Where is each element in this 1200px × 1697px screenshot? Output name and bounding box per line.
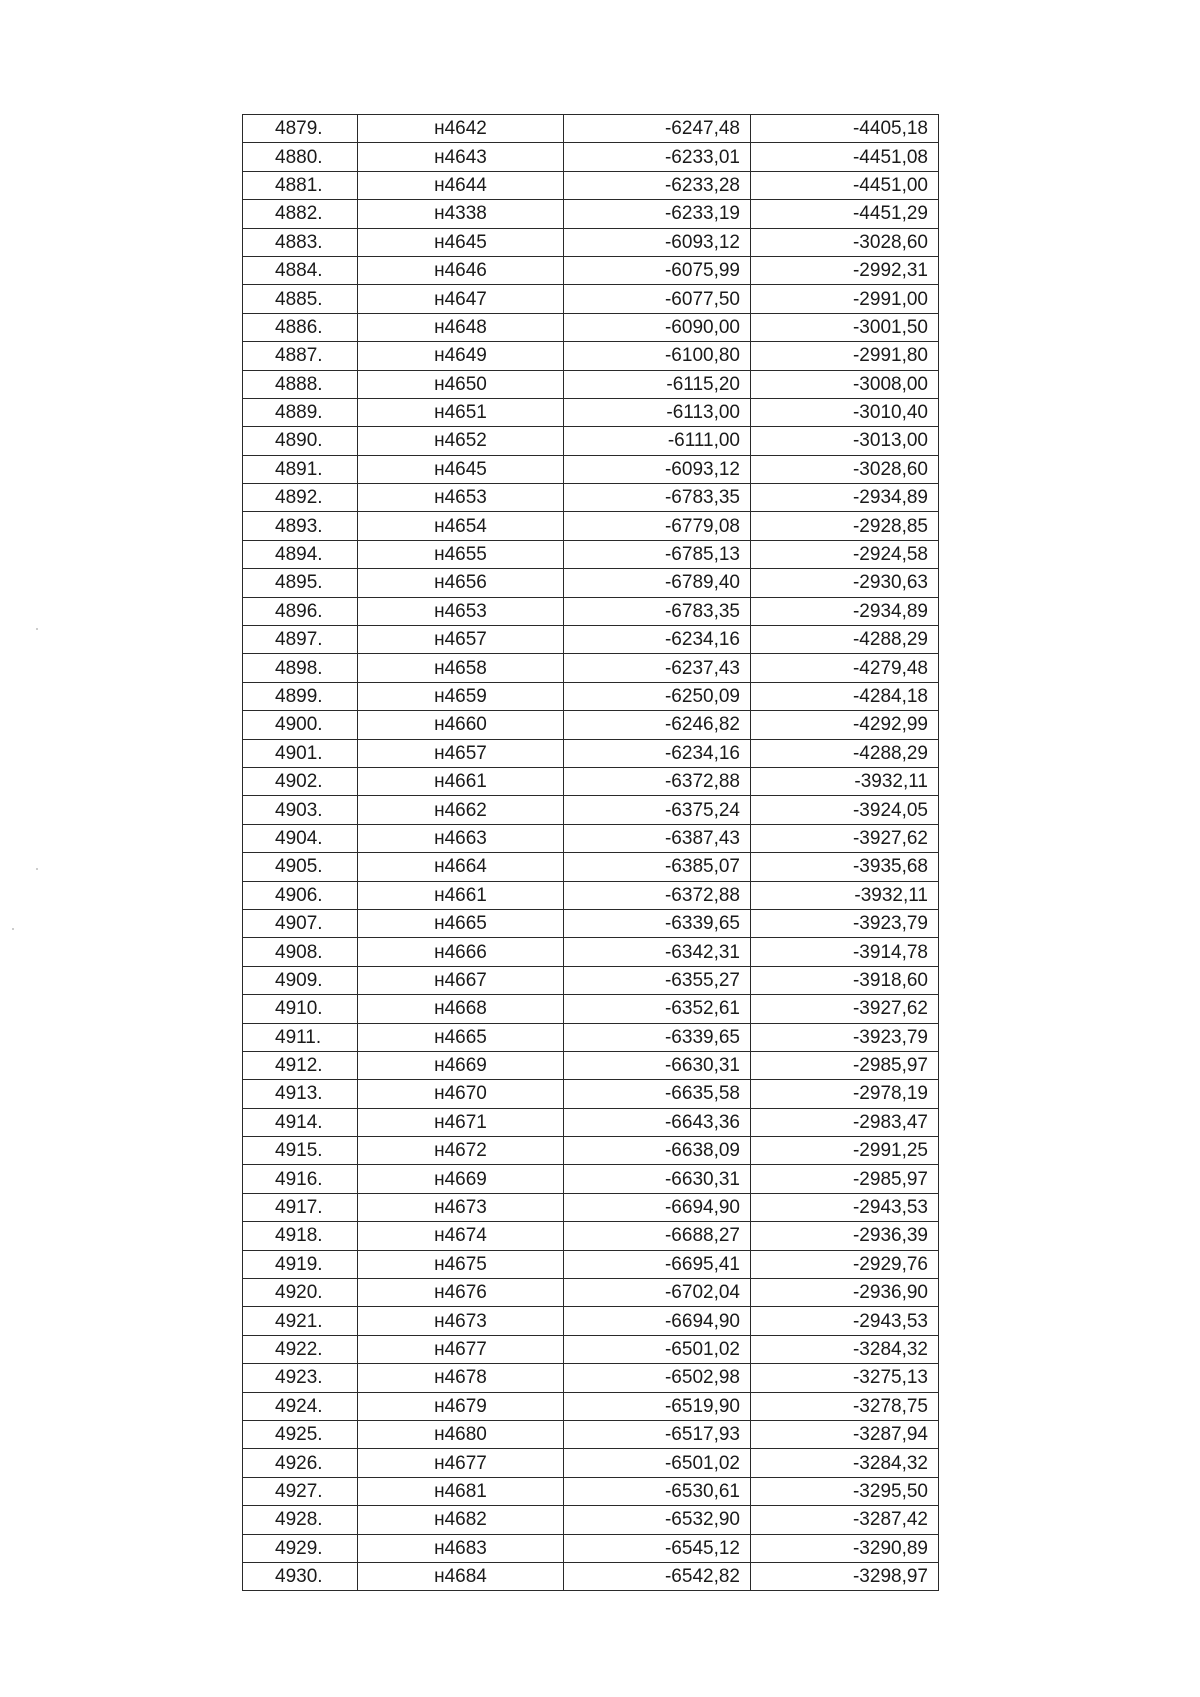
point-name-cell: н4665 <box>358 1023 564 1051</box>
x-coordinate-cell: -6339,65 <box>564 1023 751 1051</box>
row-number-cell: 4926. <box>243 1449 358 1477</box>
point-name-cell: н4679 <box>358 1392 564 1420</box>
point-name-cell: н4651 <box>358 398 564 426</box>
table-row <box>243 1250 939 1278</box>
row-number-cell: 4915. <box>243 1137 358 1165</box>
row-number-cell: 4889. <box>243 398 358 426</box>
row-number-cell: 4896. <box>243 597 358 625</box>
coordinates-table-body <box>243 115 939 1591</box>
point-name-cell: н4649 <box>358 342 564 370</box>
x-coordinate-cell: -6233,19 <box>564 200 751 228</box>
x-coordinate-cell: -6501,02 <box>564 1449 751 1477</box>
table-row <box>243 739 939 767</box>
table-row <box>243 171 939 199</box>
table-row <box>243 1420 939 1448</box>
point-name-cell: н4660 <box>358 711 564 739</box>
row-number-cell: 4886. <box>243 313 358 341</box>
table-row <box>243 1335 939 1363</box>
point-name-cell: н4659 <box>358 682 564 710</box>
y-coordinate-cell: -3935,68 <box>751 853 939 881</box>
table-row <box>243 1307 939 1335</box>
point-name-cell: н4683 <box>358 1534 564 1562</box>
point-name-cell: н4338 <box>358 200 564 228</box>
x-coordinate-cell: -6502,98 <box>564 1364 751 1392</box>
table-row <box>243 512 939 540</box>
x-coordinate-cell: -6075,99 <box>564 256 751 284</box>
y-coordinate-cell: -2992,31 <box>751 256 939 284</box>
x-coordinate-cell: -6695,41 <box>564 1250 751 1278</box>
row-number-cell: 4910. <box>243 995 358 1023</box>
x-coordinate-cell: -6779,08 <box>564 512 751 540</box>
table-row <box>243 398 939 426</box>
table-row <box>243 881 939 909</box>
row-number-cell: 4928. <box>243 1506 358 1534</box>
point-name-cell: н4684 <box>358 1562 564 1590</box>
point-name-cell: н4676 <box>358 1279 564 1307</box>
table-row <box>243 1506 939 1534</box>
y-coordinate-cell: -3284,32 <box>751 1449 939 1477</box>
point-name-cell: н4654 <box>358 512 564 540</box>
table-row <box>243 1364 939 1392</box>
point-name-cell: н4653 <box>358 597 564 625</box>
row-number-cell: 4892. <box>243 484 358 512</box>
row-number-cell: 4908. <box>243 938 358 966</box>
row-number-cell: 4909. <box>243 966 358 994</box>
table-row <box>243 1080 939 1108</box>
table-row <box>243 455 939 483</box>
table-row <box>243 285 939 313</box>
x-coordinate-cell: -6093,12 <box>564 228 751 256</box>
row-number-cell: 4907. <box>243 909 358 937</box>
row-number-cell: 4904. <box>243 824 358 852</box>
table-row <box>243 1222 939 1250</box>
x-coordinate-cell: -6385,07 <box>564 853 751 881</box>
point-name-cell: н4650 <box>358 370 564 398</box>
point-name-cell: н4674 <box>358 1222 564 1250</box>
point-name-cell: н4668 <box>358 995 564 1023</box>
x-coordinate-cell: -6387,43 <box>564 824 751 852</box>
table-row <box>243 1193 939 1221</box>
x-coordinate-cell: -6785,13 <box>564 540 751 568</box>
x-coordinate-cell: -6532,90 <box>564 1506 751 1534</box>
point-name-cell: н4648 <box>358 313 564 341</box>
table-row <box>243 228 939 256</box>
row-number-cell: 4890. <box>243 427 358 455</box>
table-row <box>243 767 939 795</box>
x-coordinate-cell: -6542,82 <box>564 1562 751 1590</box>
table-row <box>243 1051 939 1079</box>
y-coordinate-cell: -4405,18 <box>751 115 939 143</box>
scan-speck <box>12 928 14 930</box>
point-name-cell: н4677 <box>358 1449 564 1477</box>
x-coordinate-cell: -6545,12 <box>564 1534 751 1562</box>
y-coordinate-cell: -4288,29 <box>751 626 939 654</box>
row-number-cell: 4921. <box>243 1307 358 1335</box>
point-name-cell: н4666 <box>358 938 564 966</box>
table-row <box>243 342 939 370</box>
table-row <box>243 654 939 682</box>
point-name-cell: н4657 <box>358 626 564 654</box>
x-coordinate-cell: -6789,40 <box>564 569 751 597</box>
row-number-cell: 4897. <box>243 626 358 654</box>
y-coordinate-cell: -2985,97 <box>751 1051 939 1079</box>
y-coordinate-cell: -3927,62 <box>751 824 939 852</box>
point-name-cell: н4677 <box>358 1335 564 1363</box>
y-coordinate-cell: -3287,42 <box>751 1506 939 1534</box>
x-coordinate-cell: -6694,90 <box>564 1307 751 1335</box>
scan-speck <box>36 868 38 870</box>
row-number-cell: 4923. <box>243 1364 358 1392</box>
row-number-cell: 4912. <box>243 1051 358 1079</box>
row-number-cell: 4929. <box>243 1534 358 1562</box>
point-name-cell: н4663 <box>358 824 564 852</box>
row-number-cell: 4924. <box>243 1392 358 1420</box>
x-coordinate-cell: -6352,61 <box>564 995 751 1023</box>
point-name-cell: н4662 <box>358 796 564 824</box>
row-number-cell: 4895. <box>243 569 358 597</box>
y-coordinate-cell: -3028,60 <box>751 455 939 483</box>
point-name-cell: н4658 <box>358 654 564 682</box>
row-number-cell: 4920. <box>243 1279 358 1307</box>
table-row <box>243 824 939 852</box>
row-number-cell: 4919. <box>243 1250 358 1278</box>
row-number-cell: 4930. <box>243 1562 358 1590</box>
x-coordinate-cell: -6113,00 <box>564 398 751 426</box>
row-number-cell: 4900. <box>243 711 358 739</box>
y-coordinate-cell: -2924,58 <box>751 540 939 568</box>
y-coordinate-cell: -2985,97 <box>751 1165 939 1193</box>
y-coordinate-cell: -3284,32 <box>751 1335 939 1363</box>
y-coordinate-cell: -3010,40 <box>751 398 939 426</box>
table-row <box>243 370 939 398</box>
x-coordinate-cell: -6530,61 <box>564 1477 751 1505</box>
table-row <box>243 1392 939 1420</box>
row-number-cell: 4881. <box>243 171 358 199</box>
table-row <box>243 115 939 143</box>
table-row <box>243 853 939 881</box>
table-row <box>243 966 939 994</box>
row-number-cell: 4883. <box>243 228 358 256</box>
y-coordinate-cell: -3275,13 <box>751 1364 939 1392</box>
y-coordinate-cell: -3923,79 <box>751 909 939 937</box>
row-number-cell: 4882. <box>243 200 358 228</box>
x-coordinate-cell: -6234,16 <box>564 626 751 654</box>
coordinates-table <box>242 114 939 1591</box>
point-name-cell: н4682 <box>358 1506 564 1534</box>
table-row <box>243 995 939 1023</box>
point-name-cell: н4646 <box>358 256 564 284</box>
table-row <box>243 1108 939 1136</box>
x-coordinate-cell: -6233,28 <box>564 171 751 199</box>
x-coordinate-cell: -6702,04 <box>564 1279 751 1307</box>
y-coordinate-cell: -2934,89 <box>751 484 939 512</box>
y-coordinate-cell: -3918,60 <box>751 966 939 994</box>
point-name-cell: н4664 <box>358 853 564 881</box>
y-coordinate-cell: -3001,50 <box>751 313 939 341</box>
x-coordinate-cell: -6246,82 <box>564 711 751 739</box>
x-coordinate-cell: -6090,00 <box>564 313 751 341</box>
table-row <box>243 1477 939 1505</box>
row-number-cell: 4888. <box>243 370 358 398</box>
table-row <box>243 1279 939 1307</box>
x-coordinate-cell: -6783,35 <box>564 484 751 512</box>
x-coordinate-cell: -6339,65 <box>564 909 751 937</box>
row-number-cell: 4880. <box>243 143 358 171</box>
point-name-cell: н4661 <box>358 881 564 909</box>
row-number-cell: 4911. <box>243 1023 358 1051</box>
point-name-cell: н4671 <box>358 1108 564 1136</box>
table-row <box>243 200 939 228</box>
table-row <box>243 682 939 710</box>
x-coordinate-cell: -6093,12 <box>564 455 751 483</box>
x-coordinate-cell: -6694,90 <box>564 1193 751 1221</box>
row-number-cell: 4918. <box>243 1222 358 1250</box>
y-coordinate-cell: -2983,47 <box>751 1108 939 1136</box>
x-coordinate-cell: -6250,09 <box>564 682 751 710</box>
y-coordinate-cell: -2928,85 <box>751 512 939 540</box>
y-coordinate-cell: -3287,94 <box>751 1420 939 1448</box>
point-name-cell: н4644 <box>358 171 564 199</box>
y-coordinate-cell: -3013,00 <box>751 427 939 455</box>
x-coordinate-cell: -6630,31 <box>564 1165 751 1193</box>
table-row <box>243 597 939 625</box>
y-coordinate-cell: -2991,25 <box>751 1137 939 1165</box>
table-row <box>243 427 939 455</box>
row-number-cell: 4901. <box>243 739 358 767</box>
row-number-cell: 4916. <box>243 1165 358 1193</box>
row-number-cell: 4902. <box>243 767 358 795</box>
table-row <box>243 909 939 937</box>
y-coordinate-cell: -2930,63 <box>751 569 939 597</box>
y-coordinate-cell: -3295,50 <box>751 1477 939 1505</box>
y-coordinate-cell: -2936,90 <box>751 1279 939 1307</box>
table-row <box>243 143 939 171</box>
x-coordinate-cell: -6247,48 <box>564 115 751 143</box>
table-row <box>243 484 939 512</box>
point-name-cell: н4665 <box>358 909 564 937</box>
point-name-cell: н4672 <box>358 1137 564 1165</box>
table-row <box>243 540 939 568</box>
x-coordinate-cell: -6635,58 <box>564 1080 751 1108</box>
x-coordinate-cell: -6688,27 <box>564 1222 751 1250</box>
point-name-cell: н4652 <box>358 427 564 455</box>
row-number-cell: 4913. <box>243 1080 358 1108</box>
table-row <box>243 569 939 597</box>
y-coordinate-cell: -3028,60 <box>751 228 939 256</box>
row-number-cell: 4905. <box>243 853 358 881</box>
y-coordinate-cell: -4451,00 <box>751 171 939 199</box>
table-row <box>243 796 939 824</box>
x-coordinate-cell: -6517,93 <box>564 1420 751 1448</box>
row-number-cell: 4899. <box>243 682 358 710</box>
x-coordinate-cell: -6355,27 <box>564 966 751 994</box>
table-row <box>243 1562 939 1590</box>
point-name-cell: н4673 <box>358 1307 564 1335</box>
table-row <box>243 313 939 341</box>
y-coordinate-cell: -3932,11 <box>751 767 939 795</box>
row-number-cell: 4922. <box>243 1335 358 1363</box>
y-coordinate-cell: -2936,39 <box>751 1222 939 1250</box>
point-name-cell: н4655 <box>358 540 564 568</box>
row-number-cell: 4927. <box>243 1477 358 1505</box>
y-coordinate-cell: -4288,29 <box>751 739 939 767</box>
table-row <box>243 1449 939 1477</box>
x-coordinate-cell: -6372,88 <box>564 767 751 795</box>
x-coordinate-cell: -6342,31 <box>564 938 751 966</box>
point-name-cell: н4667 <box>358 966 564 994</box>
row-number-cell: 4891. <box>243 455 358 483</box>
row-number-cell: 4887. <box>243 342 358 370</box>
y-coordinate-cell: -4451,08 <box>751 143 939 171</box>
x-coordinate-cell: -6630,31 <box>564 1051 751 1079</box>
point-name-cell: н4678 <box>358 1364 564 1392</box>
y-coordinate-cell: -3290,89 <box>751 1534 939 1562</box>
x-coordinate-cell: -6375,24 <box>564 796 751 824</box>
y-coordinate-cell: -3298,97 <box>751 1562 939 1590</box>
y-coordinate-cell: -2991,80 <box>751 342 939 370</box>
point-name-cell: н4645 <box>358 455 564 483</box>
point-name-cell: н4645 <box>358 228 564 256</box>
point-name-cell: н4643 <box>358 143 564 171</box>
point-name-cell: н4673 <box>358 1193 564 1221</box>
point-name-cell: н4670 <box>358 1080 564 1108</box>
row-number-cell: 4906. <box>243 881 358 909</box>
y-coordinate-cell: -3008,00 <box>751 370 939 398</box>
y-coordinate-cell: -3927,62 <box>751 995 939 1023</box>
y-coordinate-cell: -4284,18 <box>751 682 939 710</box>
y-coordinate-cell: -2991,00 <box>751 285 939 313</box>
point-name-cell: н4669 <box>358 1165 564 1193</box>
x-coordinate-cell: -6077,50 <box>564 285 751 313</box>
y-coordinate-cell: -3932,11 <box>751 881 939 909</box>
y-coordinate-cell: -4279,48 <box>751 654 939 682</box>
x-coordinate-cell: -6115,20 <box>564 370 751 398</box>
row-number-cell: 4884. <box>243 256 358 284</box>
point-name-cell: н4653 <box>358 484 564 512</box>
y-coordinate-cell: -2934,89 <box>751 597 939 625</box>
point-name-cell: н4669 <box>358 1051 564 1079</box>
x-coordinate-cell: -6372,88 <box>564 881 751 909</box>
row-number-cell: 4885. <box>243 285 358 313</box>
x-coordinate-cell: -6643,36 <box>564 1108 751 1136</box>
table-row <box>243 1534 939 1562</box>
row-number-cell: 4879. <box>243 115 358 143</box>
row-number-cell: 4903. <box>243 796 358 824</box>
table-row <box>243 1137 939 1165</box>
row-number-cell: 4914. <box>243 1108 358 1136</box>
table-row <box>243 938 939 966</box>
table-row <box>243 711 939 739</box>
y-coordinate-cell: -2929,76 <box>751 1250 939 1278</box>
y-coordinate-cell: -4292,99 <box>751 711 939 739</box>
x-coordinate-cell: -6233,01 <box>564 143 751 171</box>
scan-speck <box>36 628 38 630</box>
row-number-cell: 4917. <box>243 1193 358 1221</box>
y-coordinate-cell: -2978,19 <box>751 1080 939 1108</box>
x-coordinate-cell: -6501,02 <box>564 1335 751 1363</box>
row-number-cell: 4894. <box>243 540 358 568</box>
table-row <box>243 626 939 654</box>
point-name-cell: н4675 <box>358 1250 564 1278</box>
x-coordinate-cell: -6519,90 <box>564 1392 751 1420</box>
x-coordinate-cell: -6111,00 <box>564 427 751 455</box>
table-row <box>243 1023 939 1051</box>
point-name-cell: н4656 <box>358 569 564 597</box>
point-name-cell: н4661 <box>358 767 564 795</box>
y-coordinate-cell: -2943,53 <box>751 1193 939 1221</box>
x-coordinate-cell: -6237,43 <box>564 654 751 682</box>
row-number-cell: 4898. <box>243 654 358 682</box>
y-coordinate-cell: -3924,05 <box>751 796 939 824</box>
y-coordinate-cell: -2943,53 <box>751 1307 939 1335</box>
table-row <box>243 256 939 284</box>
point-name-cell: н4680 <box>358 1420 564 1448</box>
point-name-cell: н4647 <box>358 285 564 313</box>
point-name-cell: н4681 <box>358 1477 564 1505</box>
x-coordinate-cell: -6100,80 <box>564 342 751 370</box>
y-coordinate-cell: -3914,78 <box>751 938 939 966</box>
point-name-cell: н4657 <box>358 739 564 767</box>
table-row <box>243 1165 939 1193</box>
y-coordinate-cell: -4451,29 <box>751 200 939 228</box>
point-name-cell: н4642 <box>358 115 564 143</box>
row-number-cell: 4893. <box>243 512 358 540</box>
x-coordinate-cell: -6638,09 <box>564 1137 751 1165</box>
y-coordinate-cell: -3278,75 <box>751 1392 939 1420</box>
x-coordinate-cell: -6783,35 <box>564 597 751 625</box>
row-number-cell: 4925. <box>243 1420 358 1448</box>
y-coordinate-cell: -3923,79 <box>751 1023 939 1051</box>
x-coordinate-cell: -6234,16 <box>564 739 751 767</box>
